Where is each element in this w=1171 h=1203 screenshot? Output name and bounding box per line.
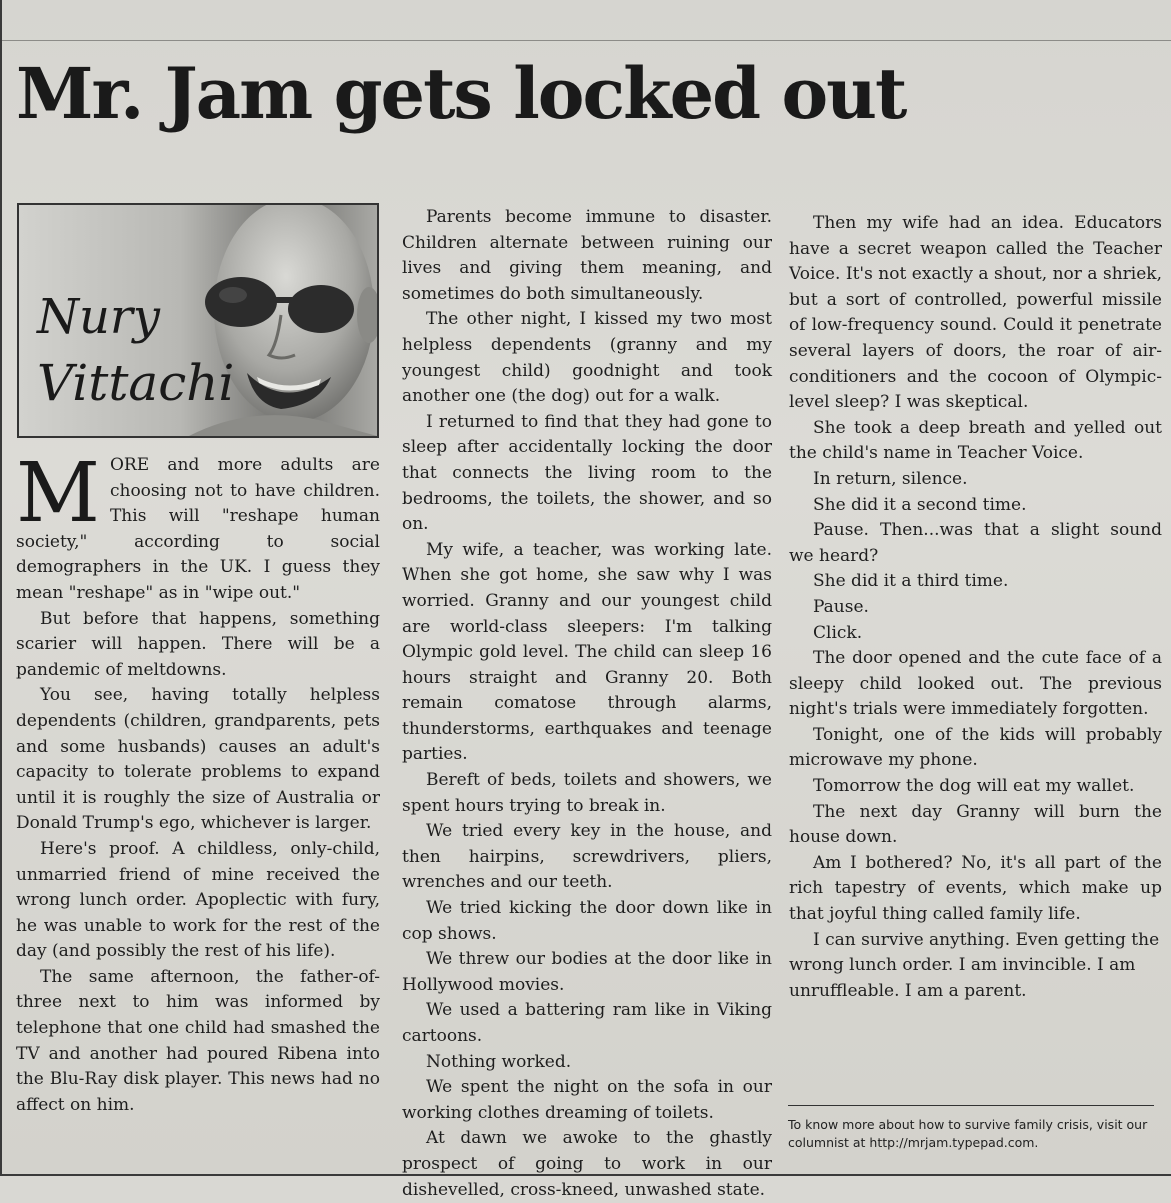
paragraph: At dawn we awoke to the ghastly prospect of going to work in our dishevelled, cross-kneed, unwashed state.	[402, 1128, 772, 1200]
paragraph: We spent the night on the sofa in our working clothes dreaming of toilets.	[402, 1077, 772, 1123]
paragraph: We threw our bodies at the door like in Hollywood movies.	[402, 949, 772, 995]
footer-rule	[788, 1105, 1154, 1106]
columnist-photo	[17, 203, 379, 438]
paragraph: Pause. Then...was that a slight sound we heard?	[789, 520, 1162, 566]
paragraph: In return, silence.	[813, 468, 968, 489]
paragraph: I can survive anything. Even getting the wrong lunch order. I am invincible. I am unruffleable. I am a parent.	[789, 929, 1160, 1001]
paragraph: But before that happens, something scarier will happen. There will be a pandemic of meltdowns.	[16, 608, 380, 680]
paragraph: Tonight, one of the kids will probably microwave my phone.	[789, 724, 1162, 771]
paragraph: I returned to find that they had gone to sleep after accidentally locking the door that connects the living room to the bedrooms, the toilets, the shower, and so on.	[402, 411, 772, 535]
signature-first-name: Nury	[37, 289, 160, 345]
columnist-portrait-illustration	[19, 205, 377, 436]
drop-cap: M	[16, 446, 100, 541]
article-column-2	[402, 205, 772, 1203]
paragraph: Am I bothered? No, it's all part of the rich tapestry of events, which make up that joyful thing called family life.	[789, 852, 1162, 925]
paragraph: Then my wife had an idea. Educators have a secret weapon called the Teacher Voice. It's not exactly a shout, nor a shriek, but a sort of controlled, powerful missile of low-frequency sound. Could it penetrate several layers of doors, the roar of air-conditioners and the cocoon of Olympic-level sleep? I was skeptical.	[789, 213, 1162, 413]
paragraph: The door opened and the cute face of a sleepy child looked out. The previous night's trials were immediately forgotten.	[789, 648, 1162, 720]
article-column-1	[16, 446, 380, 1118]
headline: Mr. Jam gets locked out	[16, 52, 906, 135]
paragraph: She did it a third time.	[813, 571, 1009, 592]
paragraph: She did it a second time.	[813, 494, 1027, 515]
top-rule	[2, 40, 1171, 41]
article-column-3	[789, 211, 1162, 1004]
paragraph: The other night, I kissed my two most helpless dependents (granny and my youngest child) goodnight and took another one (the dog) out for a walk.	[402, 309, 772, 407]
paragraph: We tried kicking the door down like in cop shows.	[402, 898, 772, 944]
paragraph: Parents become immune to disaster. Children alternate between ruining our lives and giving them meaning, and sometimes do both simultaneously.	[402, 207, 772, 304]
paragraph: Here's proof. A childless, only-child, unmarried friend of mine received the wrong lunch order. Apoplectic with fury, he was unable to work for the rest of the day (and possibly the rest of his life).	[16, 838, 380, 962]
paragraph: The next day Granny will burn the house down.	[789, 801, 1162, 848]
paragraph: She took a deep breath and yelled out the child's name in Teacher Voice.	[789, 417, 1162, 464]
paragraph: MORE and more adults are choosing not to have children. This will "reshape human society," according to social demographers in the UK. I guess they mean "reshape" as in "wipe out."	[16, 446, 380, 603]
paragraph: Nothing worked.	[426, 1051, 572, 1072]
paragraph: Bereft of beds, toilets and showers, we spent hours trying to break in.	[402, 770, 772, 816]
paragraph: Click.	[813, 622, 863, 643]
paragraph: We tried every key in the house, and then hairpins, screwdrivers, pliers, wrenches and our teeth.	[402, 821, 772, 893]
signature-last-name: Vittachi	[37, 354, 235, 412]
paragraph: You see, having totally helpless dependents (children, grandparents, pets and some husbands) causes an adult's capacity to tolerate problems to expand until it is roughly the size of Australia or Donald Trump's ego, whichever is larger.	[16, 685, 380, 834]
paragraph: Tomorrow the dog will eat my wallet.	[813, 776, 1135, 797]
paragraph: Pause.	[813, 596, 869, 617]
paragraph: We used a battering ram like in Viking cartoons.	[402, 1000, 772, 1046]
footer-note: To know more about how to survive family crisis, visit our columnist at http://mrjam.typepad.com.	[788, 1117, 1148, 1150]
paragraph: The same afternoon, the father-of-three next to him was informed by telephone that one child had smashed the TV and another had poured Ribena into the Blu-Ray disk player. This news had no affect on him.	[16, 966, 380, 1115]
paragraph: My wife, a teacher, was working late. When she got home, she saw why I was worried. Granny and our youngest child are world-class sleepers: I'm talking Olympic gold level. The child can sleep 16 hours straight and Granny 20. Both remain comatose through alarms, thunderstorms, earthquakes and teenage parties.	[402, 539, 772, 765]
